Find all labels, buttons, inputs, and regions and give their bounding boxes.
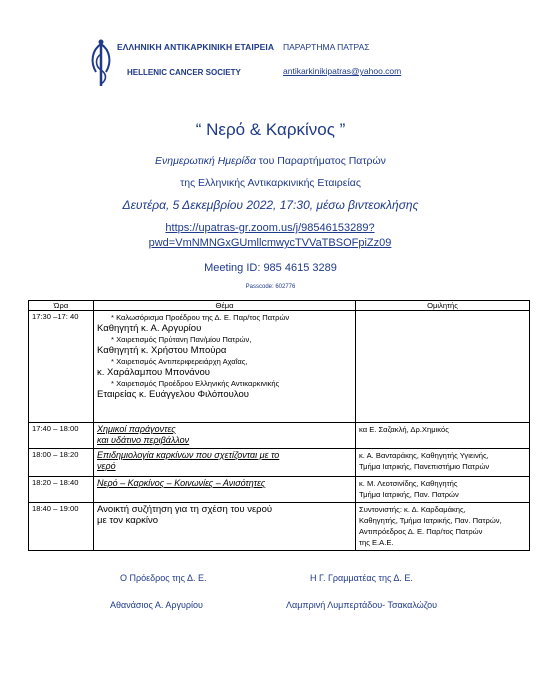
topic-line: Καθηγητή κ. Χρήστου Μπούρα <box>97 345 227 356</box>
topic-line: * Καλωσόρισμα Προέδρου της Δ. Ε. Παρ/τος Πατρών <box>111 313 290 322</box>
page-title: “ Νερό & Καρκίνος ” <box>195 120 346 139</box>
header-time: Ώρα <box>29 301 94 311</box>
row-speaker <box>356 311 530 423</box>
signature-right-role: Η Γ. Γραμματέας της Δ. Ε. <box>310 573 413 583</box>
speaker-line: Συντονιστής: κ. Δ. Καρδαμάκης, <box>359 505 466 514</box>
speaker-line: Αντιπρόεδρος Δ. Ε. Παρ/τος Πατρών <box>359 527 483 536</box>
speaker-line: της Ε.Α.Ε. <box>359 538 394 547</box>
speaker-line: κα Ε. Σαζακλή, Δρ.Χημικός <box>359 425 449 434</box>
row-topic <box>94 311 356 423</box>
row-topic <box>94 449 356 477</box>
subtitle-event: Ενημερωτική Ημερίδα του Παραρτήματος Πατρών <box>155 155 386 167</box>
row-time: 18:20 – 18:40 <box>29 477 94 503</box>
signature-left-name: Αθανάσιος Α. Αργυρίου <box>110 600 203 610</box>
table-row <box>29 311 530 423</box>
speaker-line: Τμήμα Ιατρικής, Πανεπιστήμιο Πατρών <box>359 462 490 471</box>
topic-line: κ. Χαράλαμπου Μπονάνου <box>97 367 210 378</box>
header-topic: Θέμα <box>94 301 356 311</box>
table-row <box>29 423 530 449</box>
row-time: 17:40 – 18:00 <box>29 423 94 449</box>
meeting-id: Meeting ID: 985 4615 3289 <box>204 262 337 274</box>
signature-right-name: Λαμπρινή Λυμπερτάδου- Τσακαλώζου <box>286 600 438 610</box>
subtitle-event-rest: του Παραρτήματος Πατρών <box>258 155 386 167</box>
topic-line: νερό <box>97 461 116 471</box>
header-speaker: Ομιλητής <box>356 301 530 311</box>
speaker-line: Καθηγητής, Τμήμα Ιατρικής, Παν. Πατρών, <box>359 516 502 525</box>
topic-line: * Χαιρετισμός Προέδρου Ελληνικής Αντικαρκινικής <box>111 379 280 388</box>
org-name-english: HELLENIC CANCER SOCIETY <box>127 68 241 77</box>
topic-line: και υδάτινο περιβάλλον <box>97 435 190 445</box>
row-speaker <box>356 503 530 551</box>
row-topic <box>94 423 356 449</box>
topic-line: Εταιρείας κ. Ευάγγελου Φιλόπουλου <box>97 389 249 400</box>
speaker-line: Τμήμα Ιατρικής, Παν. Πατρών <box>359 490 459 499</box>
topic-line: Ανοικτή συζήτηση για τη σχέση του νερού <box>97 504 273 515</box>
speaker-line: κ. Α. Βανταράκης, Καθηγητής Υγιεινής, <box>359 451 489 460</box>
topic-line: Νερό – Καρκίνος – Κοινωνίες – Ανισότητες <box>97 478 266 488</box>
topic-line: * Χαιρετισμός Αντιπεριφερειάρχη Αχαΐας, <box>111 357 248 366</box>
contact-email-link[interactable]: antikarkinikipatras@yahoo.com <box>283 66 402 76</box>
branch-name: ΠΑΡΑΡΤΗΜΑ ΠΑΤΡΑΣ <box>283 42 370 52</box>
row-topic <box>94 477 356 503</box>
table-header-row <box>29 301 530 311</box>
event-date: Δευτέρα, 5 Δεκεμβρίου 2022, 17:30, μέσω βιντεοκλήσης <box>122 198 419 212</box>
society-logo-icon <box>86 38 116 88</box>
row-time: 18:00 – 18:20 <box>29 449 94 477</box>
topic-line: Χημικοί παράγοντες <box>97 424 176 434</box>
row-speaker <box>356 423 530 449</box>
topic-line: με τον καρκίνο <box>97 515 159 526</box>
subtitle-society: της Ελληνικής Αντικαρκινικής Εταιρείας <box>180 177 361 189</box>
row-speaker <box>356 449 530 477</box>
org-name-greek: ΕΛΛΗΝΙΚΗ ΑΝΤΙΚΑΡΚΙΝΙΚΗ ΕΤΑΙΡΕΙΑ <box>117 42 275 52</box>
topic-line: * Χαιρετισμός Πρύτανη Παν/μίου Πατρών, <box>111 335 252 344</box>
zoom-link[interactable] <box>140 221 400 251</box>
table-row <box>29 449 530 477</box>
zoom-link-part-1[interactable]: https://upatras-gr.zoom.us/j/98546153289? <box>165 222 375 234</box>
table-row <box>29 477 530 503</box>
row-time: 18:40 – 19:00 <box>29 503 94 551</box>
topic-line: Καθηγητή κ. Α. Αργυρίου <box>97 323 202 334</box>
row-topic <box>94 503 356 551</box>
row-speaker <box>356 477 530 503</box>
zoom-link-part-2[interactable]: pwd=VmNMNGxGUmllcmwycTVVaTBSOFpiZz09 <box>148 237 392 249</box>
schedule-table <box>28 300 530 551</box>
speaker-line: κ. Μ. Λεοτσινίδης, Καθηγητής <box>359 479 458 488</box>
row-time: 17:30 –17: 40 <box>29 311 94 423</box>
passcode: Passcode: 602776 <box>245 284 296 290</box>
signature-left-role: Ο Πρόεδρος της Δ. Ε. <box>120 573 207 583</box>
topic-line: Επιδημιολογία καρκίνων που σχετίζονται με το <box>97 450 280 460</box>
table-row <box>29 503 530 551</box>
